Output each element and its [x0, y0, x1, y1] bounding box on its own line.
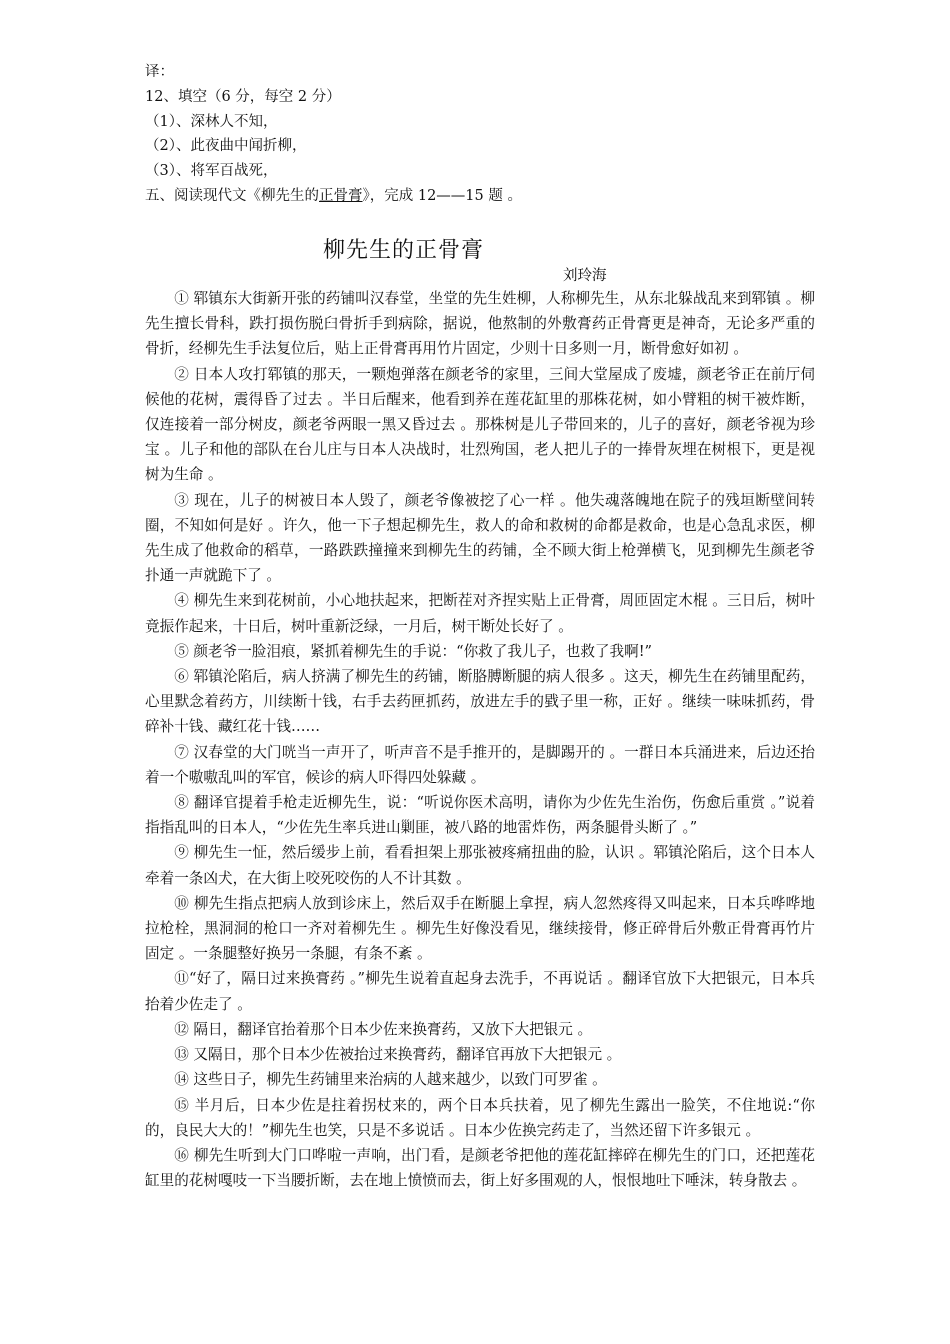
paragraph-11: ⑪“好了，隔日过来换膏药 。”柳先生说着直起身去洗手，不再说话 。翻译官放下大把银元，日本兵抬着少佐走了 。 [145, 970, 815, 1013]
paragraph-3: ③ 现在，儿子的树被日本人毁了，颜老爷像被挖了心一样 。他失魂落魄地在院子的残垣断壁间转圈，不知如何是好 。许久，他一下子想起柳先生，救人的命和救树的命都是救命，也是心急乱求医，柳先生成了他救命的稻草，一路跌跌撞撞来到柳先生的药铺，全不顾大街上枪弹横飞，见到柳先生颜老爷扑通一声就跪下了 。 [145, 491, 815, 585]
paragraph-8: ⑧ 翻译官提着手枪走近柳先生，说：“听说你医术高明，请你为少佐先生治伤，伤愈后重赏 。”说着指指乱叫的日本人，“少佐先生率兵进山剿匪，被八路的地雷炸伤，两条腿骨头断了 。” [145, 794, 815, 837]
paragraph-2: ② 日本人攻打郓镇的那天，一颗炮弹落在颜老爷的家里，三间大堂屋成了废墟，颜老爷正在前厅伺候他的花树，震得昏了过去 。半日后醒来，他看到养在莲花缸里的那株花树，如小臂粗的树干被炸断，仅连接着一部分树皮，颜老爷两眼一黑又昏过去 。那株树是儿子带回来的，儿子的喜好，颜老爷视为珍宝 。儿子和他的部队在台儿庄与日本人决战时，壮烈殉国，老人把儿子的一捧骨灰埋在树根下，更是视树为生命 。 [145, 365, 815, 484]
paragraph-15: ⑮ 半月后，日本少佐是拄着拐杖来的，两个日本兵扶着，见了柳先生露出一脸笑，不住地说:“你的，良民大大的！”柳先生也笑，只是不多说话 。日本少佐换完药走了，当然还留下许多银元 。 [145, 1096, 815, 1139]
paragraph-7: ⑦ 汉春堂的大门咣当一声开了，听声音不是手推开的，是脚踢开的 。一群日本兵涌进来，后边还抬着一个嗷嗷乱叫的军官，候诊的病人吓得四处躲藏 。 [145, 743, 815, 786]
fill-blank-1: （1）、深林人不知， [145, 113, 278, 130]
article-title: 柳先生的正骨膏 [323, 238, 485, 263]
instruction-underlined-term: 正骨膏 [319, 187, 363, 204]
section-five-instruction [145, 184, 825, 209]
paragraph-10: ⑩ 柳先生指点把病人放到诊床上，然后双手在断腿上拿捏，病人忽然疼得又叫起来，日本兵哗哗地拉枪栓，黑洞洞的枪口一齐对着柳先生 。柳先生好像没看见，继续接骨，修正碎骨后外敷正骨膏再竹片固定 。一条腿整好换另一条腿，有条不紊 。 [145, 894, 815, 963]
paragraph-6: ⑥ 郓镇沦陷后，病人挤满了柳先生的药铺，断胳膊断腿的病人很多 。这天，柳先生在药铺里配药，心里默念着药方，川续断十钱，右手去药匣抓药，放进左手的戥子里一称，正好 。继续一味味抓药，骨碎补十钱、藏红花十钱…… [145, 668, 815, 736]
fill-blank-3: （3）、将军百战死， [145, 163, 278, 180]
article-author: 刘玲海 [563, 268, 607, 284]
intro-section [145, 60, 825, 209]
instruction-prefix: 五、阅读现代文《柳先生的 [145, 187, 319, 204]
paragraph-9: ⑨ 柳先生一怔，然后缓步上前，看看担架上那张被疼痛扭曲的脸，认识 。郓镇沦陷后，这个日本人牵着一条凶犬，在大街上咬死咬伤的人不计其数 。 [145, 844, 815, 887]
paragraph-13: ⑬ 又隔日，那个日本少佐被抬过来换膏药，翻译官再放下大把银元 。 [174, 1046, 622, 1064]
paragraph-1: ① 郓镇东大街新开张的药铺叫汉春堂，坐堂的先生姓柳，人称柳先生，从东北躲战乱来到郓镇 。柳先生擅长骨科，跌打损伤脱臼骨折手到病除，据说，他熬制的外敷膏药正骨膏更是神奇，无论多严重的骨折，经柳先生手法复位后，贴上正骨膏再用竹片固定，少则十日多则一月，断骨愈好如初 。 [145, 290, 815, 358]
paragraph-16: ⑯ 柳先生听到大门口哗啦一声响，出门看，是颜老爷把他的莲花缸摔碎在柳先生的门口，还把莲花缸里的花树嘎吱一下当腰折断，去在地上愤愤而去，街上好多围观的人，恨恨地吐下唾沫，转身散去 。 [145, 1146, 815, 1190]
article-body [145, 286, 815, 1193]
paragraph-5: ⑤ 颜老爷一脸泪痕，紧抓着柳先生的手说：“你救了我儿子，也救了我啊!” [174, 642, 653, 660]
paragraph-14: ⑭ 这些日子，柳先生药铺里来治病的人越来越少，以致门可罗雀 。 [174, 1071, 607, 1089]
paragraph-4: ④ 柳先生来到花树前，小心地扶起来，把断茬对齐捏实贴上正骨膏，周匝固定木棍 。三日后，树叶竟振作起来，十日后，树叶重新泛绿，一月后，树干断处长好了 。 [145, 592, 815, 635]
question-12-heading: 12、填空（6 分，每空 2 分） [145, 88, 341, 105]
paragraph-12: ⑫ 隔日，翻译官抬着那个日本少佐来换膏药，又放下大把银元 。 [174, 1020, 593, 1038]
translation-label: 译： [145, 64, 174, 80]
fill-blank-2: （2）、此夜曲中闻折柳， [145, 138, 307, 155]
instruction-suffix: 》，完成 12——15 题 。 [362, 187, 522, 204]
